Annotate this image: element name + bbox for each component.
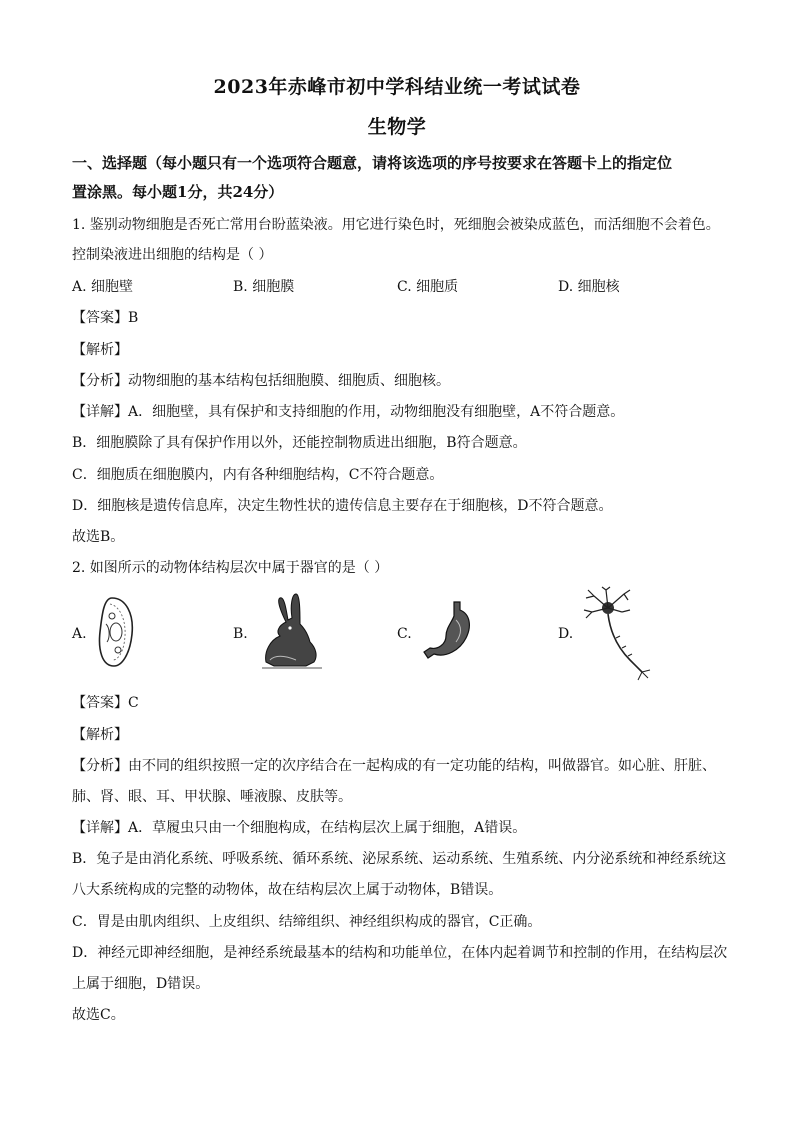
paramecium-icon xyxy=(92,594,140,670)
section-heading-line2: 置涂黑。每小题1分，共24分） xyxy=(72,183,284,201)
q1-stem-line1: 1. 鉴别动物细胞是否死亡常用台盼蓝染液。用它进行染色时，死细胞会被染成蓝色，而活细胞不会着色。 xyxy=(72,217,720,233)
rabbit-icon xyxy=(256,590,328,672)
q1-option-c: C. 细胞质 xyxy=(397,279,459,295)
q2-option-c-letter: C. xyxy=(397,626,412,642)
q2-option-b-letter: B. xyxy=(233,626,248,642)
q1-detail-d: D．细胞核是遗传信息库，决定生物性状的遗传信息主要存在于细胞核，D不符合题意。 xyxy=(72,498,613,514)
q1-detail-b: B．细胞膜除了具有保护作用以外，还能控制物质进出细胞，B符合题意。 xyxy=(72,435,527,451)
section-heading-line1: 一、选择题（每小题只有一个选项符合题意，请将该选项的序号按要求在答题卡上的指定位 xyxy=(72,154,673,172)
q2-conclusion: 故选C。 xyxy=(72,1007,125,1023)
q2-detail-b1: B．兔子是由消化系统、呼吸系统、循环系统、泌尿系统、运动系统、生殖系统、内分泌系统和神经系统这 xyxy=(72,851,727,867)
q1-option-d: D. 细胞核 xyxy=(558,279,620,295)
q1-stem-line2: 控制染液进出细胞的结构是（ ） xyxy=(72,247,273,263)
q2-detail-d2: 上属于细胞，D错误。 xyxy=(72,976,210,992)
q2-stem: 2. 如图所示的动物体结构层次中属于器官的是（ ） xyxy=(72,560,389,576)
q2-detail-d1: D．神经元即神经细胞，是神经系统最基本的结构和功能单位，在体内起着调节和控制的作用，在结构层次 xyxy=(72,945,728,961)
q2-fenxi-line1: 【分析】由不同的组织按照一定的次序结合在一起构成的有一定功能的结构，叫做器官。如心脏、肝脏、 xyxy=(72,758,716,774)
q2-answer: 【答案】C xyxy=(72,695,139,711)
q1-detail-c: C．细胞质在细胞膜内，内有各种细胞结构，C不符合题意。 xyxy=(72,467,444,483)
q2-detail-c: C．胃是由肌肉组织、上皮组织、结缔组织、神经组织构成的器官，C正确。 xyxy=(72,914,542,930)
q2-fenxi-line2: 肺、肾、眼、耳、甲状腺、唾液腺、皮肤等。 xyxy=(72,789,352,805)
subject-title: 生物学 xyxy=(367,116,427,138)
neuron-icon xyxy=(580,586,660,682)
q1-option-a: A. 细胞壁 xyxy=(72,279,134,295)
q1-detail-a: 【详解】A．细胞壁，具有保护和支持细胞的作用，动物细胞没有细胞壁，A不符合题意。 xyxy=(72,404,625,420)
q2-option-d-letter: D. xyxy=(558,626,574,642)
q1-conclusion: 故选B。 xyxy=(72,529,125,545)
q2-detail-a: 【详解】A．草履虫只由一个细胞构成，在结构层次上属于细胞，A错误。 xyxy=(72,820,527,836)
q1-analysis-label: 【解析】 xyxy=(72,342,128,358)
exam-title: 2023年赤峰市初中学科结业统一考试试卷 xyxy=(213,76,581,98)
stomach-icon xyxy=(418,600,474,662)
q2-option-a-letter: A. xyxy=(72,626,87,642)
q1-answer: 【答案】B xyxy=(72,310,139,326)
q1-option-b: B. 细胞膜 xyxy=(233,279,295,295)
q2-detail-b2: 八大系统构成的完整的动物体，故在结构层次上属于动物体，B错误。 xyxy=(72,882,503,898)
q1-fenxi: 【分析】动物细胞的基本结构包括细胞膜、细胞质、细胞核。 xyxy=(72,373,450,389)
q2-analysis-label: 【解析】 xyxy=(72,727,128,743)
